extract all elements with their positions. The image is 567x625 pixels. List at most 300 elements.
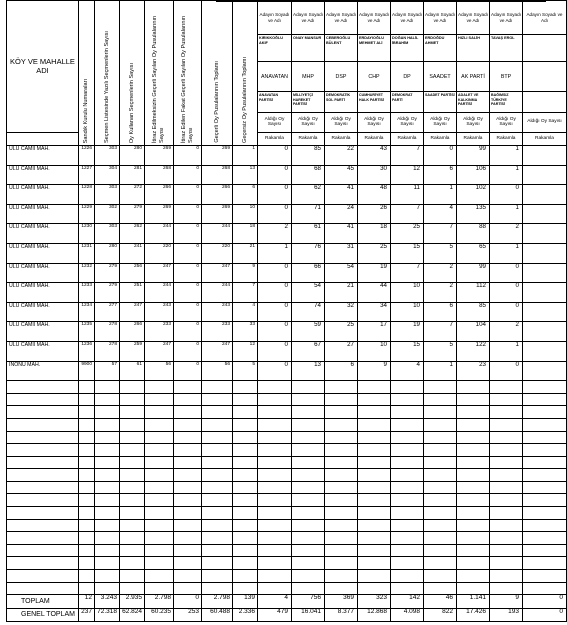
- party-full-name: ADALET VE KALKINMA PARTİSİ: [457, 92, 490, 112]
- empty-cell: [292, 381, 325, 394]
- grand-total-row-gecersiz: 2.336: [233, 609, 258, 622]
- cell-gecersiz: 9: [233, 263, 258, 283]
- vote-count: [523, 146, 567, 166]
- cell-kullanan: 241: [120, 243, 145, 263]
- table-row: [7, 204, 567, 224]
- empty-cell: [95, 494, 120, 507]
- empty-cell: [95, 381, 120, 394]
- cell-sandik: 1236: [79, 341, 95, 361]
- cell-kullanan: 280: [120, 146, 145, 166]
- empty-cell: [233, 570, 258, 583]
- empty-cell: [424, 481, 457, 494]
- empty-cell: [233, 507, 258, 520]
- empty-cell: [325, 469, 358, 482]
- empty-cell: [145, 406, 174, 419]
- column-header: [79, 1, 95, 146]
- empty-cell: [292, 418, 325, 431]
- cell-sandik: 1235: [79, 322, 95, 342]
- empty-cell: [120, 393, 145, 406]
- empty-cell: [174, 494, 202, 507]
- empty-cell: [391, 507, 424, 520]
- vote-count: 4: [424, 204, 457, 224]
- cell-kullanan: 281: [120, 165, 145, 185]
- empty-cell: [95, 582, 120, 595]
- empty-cell: [120, 557, 145, 570]
- vote-count: 2: [424, 263, 457, 283]
- cell-secmen: 277: [95, 302, 120, 322]
- empty-cell: [95, 406, 120, 419]
- cell-gecersiz: 21: [233, 243, 258, 263]
- empty-cell: [233, 381, 258, 394]
- empty-cell: [174, 406, 202, 419]
- empty-cell: [7, 393, 79, 406]
- vote-count: 43: [358, 146, 391, 166]
- empty-cell: [523, 381, 567, 394]
- empty-cell: [233, 456, 258, 469]
- grand-total-row-vote: 479: [258, 609, 292, 622]
- neighbourhood-name: ULU CAMİİ MAH.: [7, 204, 79, 224]
- empty-cell: [457, 418, 490, 431]
- total-row-gecerli: 2.798: [202, 595, 233, 609]
- empty-cell: [174, 582, 202, 595]
- empty-row: [7, 469, 567, 482]
- total-row-vote: 142: [391, 595, 424, 609]
- neighbourhood-name: ULU CAMİİ MAH.: [7, 146, 79, 166]
- empty-row: [7, 532, 567, 545]
- grand-total-row-vote: 822: [424, 609, 457, 622]
- empty-row: [7, 557, 567, 570]
- cell-itirazsiz: 247: [145, 341, 174, 361]
- party-abbreviation: MHP: [292, 61, 325, 91]
- cell-kullanan: 262: [120, 224, 145, 244]
- cell-gecersiz: 13: [233, 165, 258, 185]
- empty-cell: [233, 444, 258, 457]
- empty-cell: [457, 406, 490, 419]
- cell-kullanan: 272: [120, 185, 145, 205]
- empty-cell: [358, 481, 391, 494]
- empty-cell: [292, 544, 325, 557]
- party-abbreviation: DP: [391, 61, 424, 91]
- table-row: [7, 263, 567, 283]
- empty-cell: [233, 431, 258, 444]
- vote-count: 2: [424, 283, 457, 303]
- empty-cell: [145, 481, 174, 494]
- empty-cell: [490, 381, 523, 394]
- party-abbreviation: SAADET: [424, 61, 457, 91]
- vote-count: 122: [457, 341, 490, 361]
- party-abbreviation: DSP: [325, 61, 358, 91]
- empty-cell: [325, 582, 358, 595]
- cell-gecersiz: 10: [233, 204, 258, 224]
- table-row: [7, 146, 567, 166]
- empty-cell: [202, 507, 233, 520]
- empty-cell: [202, 406, 233, 419]
- cell-kullanan: 247: [120, 302, 145, 322]
- empty-cell: [490, 557, 523, 570]
- candidate-name: HIZLI SALİH: [457, 35, 490, 61]
- cell-gecerli: 268: [202, 165, 233, 185]
- vote-count: 0: [490, 185, 523, 205]
- empty-cell: [120, 532, 145, 545]
- neighbourhood-name: ULU CAMİİ MAH.: [7, 243, 79, 263]
- cell-sandik: 9900: [79, 361, 95, 381]
- empty-cell: [358, 431, 391, 444]
- candidate-name-header: Adayın Soyadı ve Adı: [490, 1, 523, 35]
- cell-itirazsiz: 56: [145, 361, 174, 381]
- empty-cell: [79, 418, 95, 431]
- vote-count: [523, 322, 567, 342]
- empty-cell: [145, 570, 174, 583]
- empty-cell: [325, 544, 358, 557]
- candidate-name: ONAY MANSUR: [292, 35, 325, 61]
- total-row-label: TOPLAM: [7, 595, 79, 609]
- empty-cell: [523, 544, 567, 557]
- empty-cell: [424, 393, 457, 406]
- empty-cell: [391, 544, 424, 557]
- empty-cell: [120, 469, 145, 482]
- empty-cell: [523, 444, 567, 457]
- vote-count: 104: [457, 322, 490, 342]
- grand-total-row: [7, 609, 567, 622]
- cell-gecerli: 266: [202, 185, 233, 205]
- empty-cell: [79, 469, 95, 482]
- place-header-spacer: [7, 132, 79, 145]
- empty-cell: [258, 431, 292, 444]
- candidate-name-header: Adayın Soyadı ve Adı: [292, 1, 325, 35]
- empty-cell: [523, 431, 567, 444]
- party-abbreviation: CHP: [358, 61, 391, 91]
- vote-count: 2: [258, 224, 292, 244]
- empty-cell: [79, 393, 95, 406]
- vote-count: 10: [391, 283, 424, 303]
- vote-count: 6: [325, 361, 358, 381]
- empty-cell: [202, 532, 233, 545]
- cell-itirazli: 0: [174, 341, 202, 361]
- digits-label: Rakamla: [325, 132, 358, 145]
- empty-cell: [457, 494, 490, 507]
- vote-count: 10: [391, 302, 424, 322]
- empty-cell: [325, 406, 358, 419]
- empty-cell: [424, 456, 457, 469]
- empty-cell: [490, 481, 523, 494]
- empty-cell: [7, 456, 79, 469]
- empty-cell: [292, 519, 325, 532]
- party-full-name: BAĞIMSIZ TÜRKİYE PARTİSİ: [490, 92, 523, 112]
- neighbourhood-name: ULU CAMİİ MAH.: [7, 224, 79, 244]
- cell-gecersiz: 4: [233, 302, 258, 322]
- cell-sandik: 1234: [79, 302, 95, 322]
- table-row: [7, 302, 567, 322]
- empty-cell: [174, 444, 202, 457]
- vote-count: 88: [457, 224, 490, 244]
- empty-row: [7, 494, 567, 507]
- vote-count: 68: [292, 165, 325, 185]
- vote-count: 0: [490, 302, 523, 322]
- vote-count: 44: [358, 283, 391, 303]
- vote-count: 2: [490, 224, 523, 244]
- vote-count: 1: [424, 185, 457, 205]
- cell-gecerli: 244: [202, 283, 233, 303]
- total-row-itirazli: 0: [174, 595, 202, 609]
- grand-total-row-itirazli: 253: [174, 609, 202, 622]
- vote-count: 7: [424, 224, 457, 244]
- vote-count: 0: [258, 263, 292, 283]
- empty-cell: [174, 481, 202, 494]
- vote-count: 5: [424, 243, 457, 263]
- empty-cell: [202, 494, 233, 507]
- vote-count: 1: [490, 204, 523, 224]
- cell-itirazli: 0: [174, 322, 202, 342]
- candidate-name-header: Adayın Soyadı ve Adı: [457, 1, 490, 35]
- cell-itirazsiz: 266: [145, 185, 174, 205]
- grand-total-row-vote: 4.098: [391, 609, 424, 622]
- empty-cell: [391, 431, 424, 444]
- empty-row: [7, 456, 567, 469]
- empty-cell: [7, 570, 79, 583]
- empty-cell: [358, 582, 391, 595]
- cell-gecerli: 247: [202, 263, 233, 283]
- empty-cell: [424, 418, 457, 431]
- empty-cell: [424, 406, 457, 419]
- empty-cell: [233, 469, 258, 482]
- total-row-kullanan: 2.935: [120, 595, 145, 609]
- empty-cell: [457, 444, 490, 457]
- votes-label: Aldığı Oy Sayısı: [424, 112, 457, 132]
- empty-cell: [292, 444, 325, 457]
- empty-cell: [292, 406, 325, 419]
- vote-count: [523, 224, 567, 244]
- empty-row: [7, 570, 567, 583]
- digits-label: Rakamla: [457, 132, 490, 145]
- vote-count: 99: [457, 146, 490, 166]
- cell-gecerli: 220: [202, 243, 233, 263]
- vote-count: 25: [358, 243, 391, 263]
- cell-gecersiz: 18: [233, 224, 258, 244]
- empty-cell: [174, 519, 202, 532]
- vote-count: 6: [424, 302, 457, 322]
- cell-itirazli: 0: [174, 283, 202, 303]
- vote-count: 15: [391, 243, 424, 263]
- votes-label: Aldığı Oy Sayısı: [258, 112, 292, 132]
- cell-gecersiz: 5: [233, 361, 258, 381]
- cell-itirazli: 0: [174, 165, 202, 185]
- vote-count: 4: [391, 361, 424, 381]
- cell-secmen: 280: [95, 243, 120, 263]
- empty-cell: [391, 393, 424, 406]
- party-abbreviation: ANAVATAN: [258, 61, 292, 91]
- empty-cell: [523, 582, 567, 595]
- empty-cell: [391, 406, 424, 419]
- vote-count: 23: [457, 361, 490, 381]
- empty-cell: [391, 469, 424, 482]
- candidate-name-header: Adayın Soyadı ve Adı: [391, 1, 424, 35]
- empty-row: [7, 393, 567, 406]
- cell-itirazsiz: 269: [145, 204, 174, 224]
- vote-count: 21: [325, 283, 358, 303]
- empty-cell: [292, 494, 325, 507]
- empty-cell: [79, 544, 95, 557]
- empty-cell: [490, 406, 523, 419]
- empty-cell: [79, 481, 95, 494]
- cell-kullanan: 259: [120, 341, 145, 361]
- grand-total-row-vote: 12.868: [358, 609, 391, 622]
- empty-cell: [490, 456, 523, 469]
- empty-cell: [79, 494, 95, 507]
- empty-cell: [174, 393, 202, 406]
- column-header-text: Geçerli Oy Pusulalarının Toplamı: [213, 61, 220, 143]
- empty-cell: [233, 494, 258, 507]
- total-row-vote: 1.141: [457, 595, 490, 609]
- cell-itirazsiz: 243: [145, 302, 174, 322]
- table-row: [7, 185, 567, 205]
- empty-cell: [79, 557, 95, 570]
- total-row-vote: 9: [490, 595, 523, 609]
- empty-cell: [391, 481, 424, 494]
- cell-itirazli: 0: [174, 263, 202, 283]
- empty-cell: [79, 381, 95, 394]
- empty-cell: [174, 456, 202, 469]
- table-row: [7, 283, 567, 303]
- candidate-name-header: Adayın Soyadı ve Adı: [358, 1, 391, 35]
- candidate-name: ERDAYIOĞLU MEHMET ALİ: [358, 35, 391, 61]
- cell-itirazsiz: 247: [145, 263, 174, 283]
- vote-count: 11: [391, 185, 424, 205]
- empty-cell: [457, 381, 490, 394]
- cell-gecerli: 247: [202, 341, 233, 361]
- place-header: KÖY VE MAHALLE ADI: [7, 1, 79, 133]
- vote-count: 25: [325, 322, 358, 342]
- vote-count: 7: [391, 263, 424, 283]
- empty-cell: [120, 481, 145, 494]
- vote-count: 106: [457, 165, 490, 185]
- cell-sandik: 1229: [79, 204, 95, 224]
- vote-count: 7: [391, 146, 424, 166]
- column-header-text: İtiraz Edilmeksizin Geçerli Sayılan Oy Pusulalarının Sayısı: [152, 15, 165, 143]
- cell-kullanan: 256: [120, 263, 145, 283]
- empty-cell: [79, 456, 95, 469]
- cell-itirazsiz: 244: [145, 283, 174, 303]
- empty-cell: [358, 418, 391, 431]
- empty-cell: [391, 494, 424, 507]
- vote-count: 0: [258, 322, 292, 342]
- column-header-text: Sandık Kurulu Numaraları: [83, 78, 89, 143]
- empty-cell: [202, 381, 233, 394]
- vote-count: 32: [325, 302, 358, 322]
- cell-secmen: 302: [95, 204, 120, 224]
- empty-cell: [490, 544, 523, 557]
- empty-cell: [7, 532, 79, 545]
- empty-cell: [325, 507, 358, 520]
- empty-cell: [120, 406, 145, 419]
- vote-count: 0: [490, 263, 523, 283]
- vote-count: [523, 263, 567, 283]
- vote-count: 2: [490, 322, 523, 342]
- digits-label: Rakamla: [258, 132, 292, 145]
- vote-count: 7: [424, 322, 457, 342]
- neighbourhood-name: ULU CAMİİ MAH.: [7, 322, 79, 342]
- cell-itirazsiz: 233: [145, 322, 174, 342]
- vote-count: 1: [490, 165, 523, 185]
- empty-cell: [174, 418, 202, 431]
- empty-cell: [79, 582, 95, 595]
- empty-cell: [358, 570, 391, 583]
- empty-cell: [233, 557, 258, 570]
- vote-count: 48: [358, 185, 391, 205]
- empty-cell: [457, 456, 490, 469]
- election-results-sheet: [6, 0, 567, 622]
- cell-gecerli: 244: [202, 224, 233, 244]
- empty-cell: [325, 418, 358, 431]
- empty-cell: [325, 381, 358, 394]
- empty-cell: [79, 519, 95, 532]
- cell-itirazli: 0: [174, 224, 202, 244]
- empty-cell: [145, 519, 174, 532]
- grand-total-row-vote: 16.041: [292, 609, 325, 622]
- empty-cell: [233, 519, 258, 532]
- empty-row: [7, 544, 567, 557]
- empty-cell: [490, 532, 523, 545]
- empty-cell: [7, 406, 79, 419]
- empty-cell: [490, 570, 523, 583]
- empty-cell: [174, 544, 202, 557]
- empty-cell: [358, 519, 391, 532]
- empty-cell: [523, 557, 567, 570]
- grand-total-row-vote: 0: [523, 609, 567, 622]
- cell-sandik: 1232: [79, 263, 95, 283]
- total-row-gecersiz: 139: [233, 595, 258, 609]
- empty-cell: [79, 507, 95, 520]
- empty-cell: [523, 519, 567, 532]
- votes-label: Aldığı Oy Sayısı: [457, 112, 490, 132]
- empty-cell: [95, 469, 120, 482]
- column-header: [174, 1, 202, 146]
- party-full-name: DEMOKRAT PARTİ: [391, 92, 424, 112]
- cell-gecerli: 243: [202, 302, 233, 322]
- empty-cell: [490, 507, 523, 520]
- vote-count: 59: [292, 322, 325, 342]
- empty-cell: [457, 532, 490, 545]
- empty-cell: [523, 469, 567, 482]
- empty-cell: [358, 456, 391, 469]
- cell-gecersiz: 7: [233, 283, 258, 303]
- cell-secmen: 57: [95, 361, 120, 381]
- empty-cell: [202, 519, 233, 532]
- vote-count: 0: [258, 361, 292, 381]
- empty-cell: [120, 431, 145, 444]
- empty-cell: [391, 570, 424, 583]
- empty-row: [7, 519, 567, 532]
- votes-label: Aldığı Oy Sayısı: [391, 112, 424, 132]
- empty-row: [7, 582, 567, 595]
- vote-count: 99: [457, 263, 490, 283]
- empty-cell: [120, 507, 145, 520]
- votes-label: Aldığı Oy Sayısı: [523, 112, 567, 132]
- vote-count: [523, 165, 567, 185]
- cell-sandik: 1230: [79, 224, 95, 244]
- vote-count: 1: [490, 146, 523, 166]
- votes-label: Aldığı Oy Sayısı: [325, 112, 358, 132]
- vote-count: 15: [391, 341, 424, 361]
- empty-cell: [490, 444, 523, 457]
- empty-cell: [325, 570, 358, 583]
- empty-cell: [358, 494, 391, 507]
- vote-count: 54: [325, 263, 358, 283]
- cell-secmen: 279: [95, 283, 120, 303]
- empty-cell: [233, 544, 258, 557]
- empty-cell: [358, 406, 391, 419]
- empty-cell: [424, 494, 457, 507]
- empty-cell: [145, 494, 174, 507]
